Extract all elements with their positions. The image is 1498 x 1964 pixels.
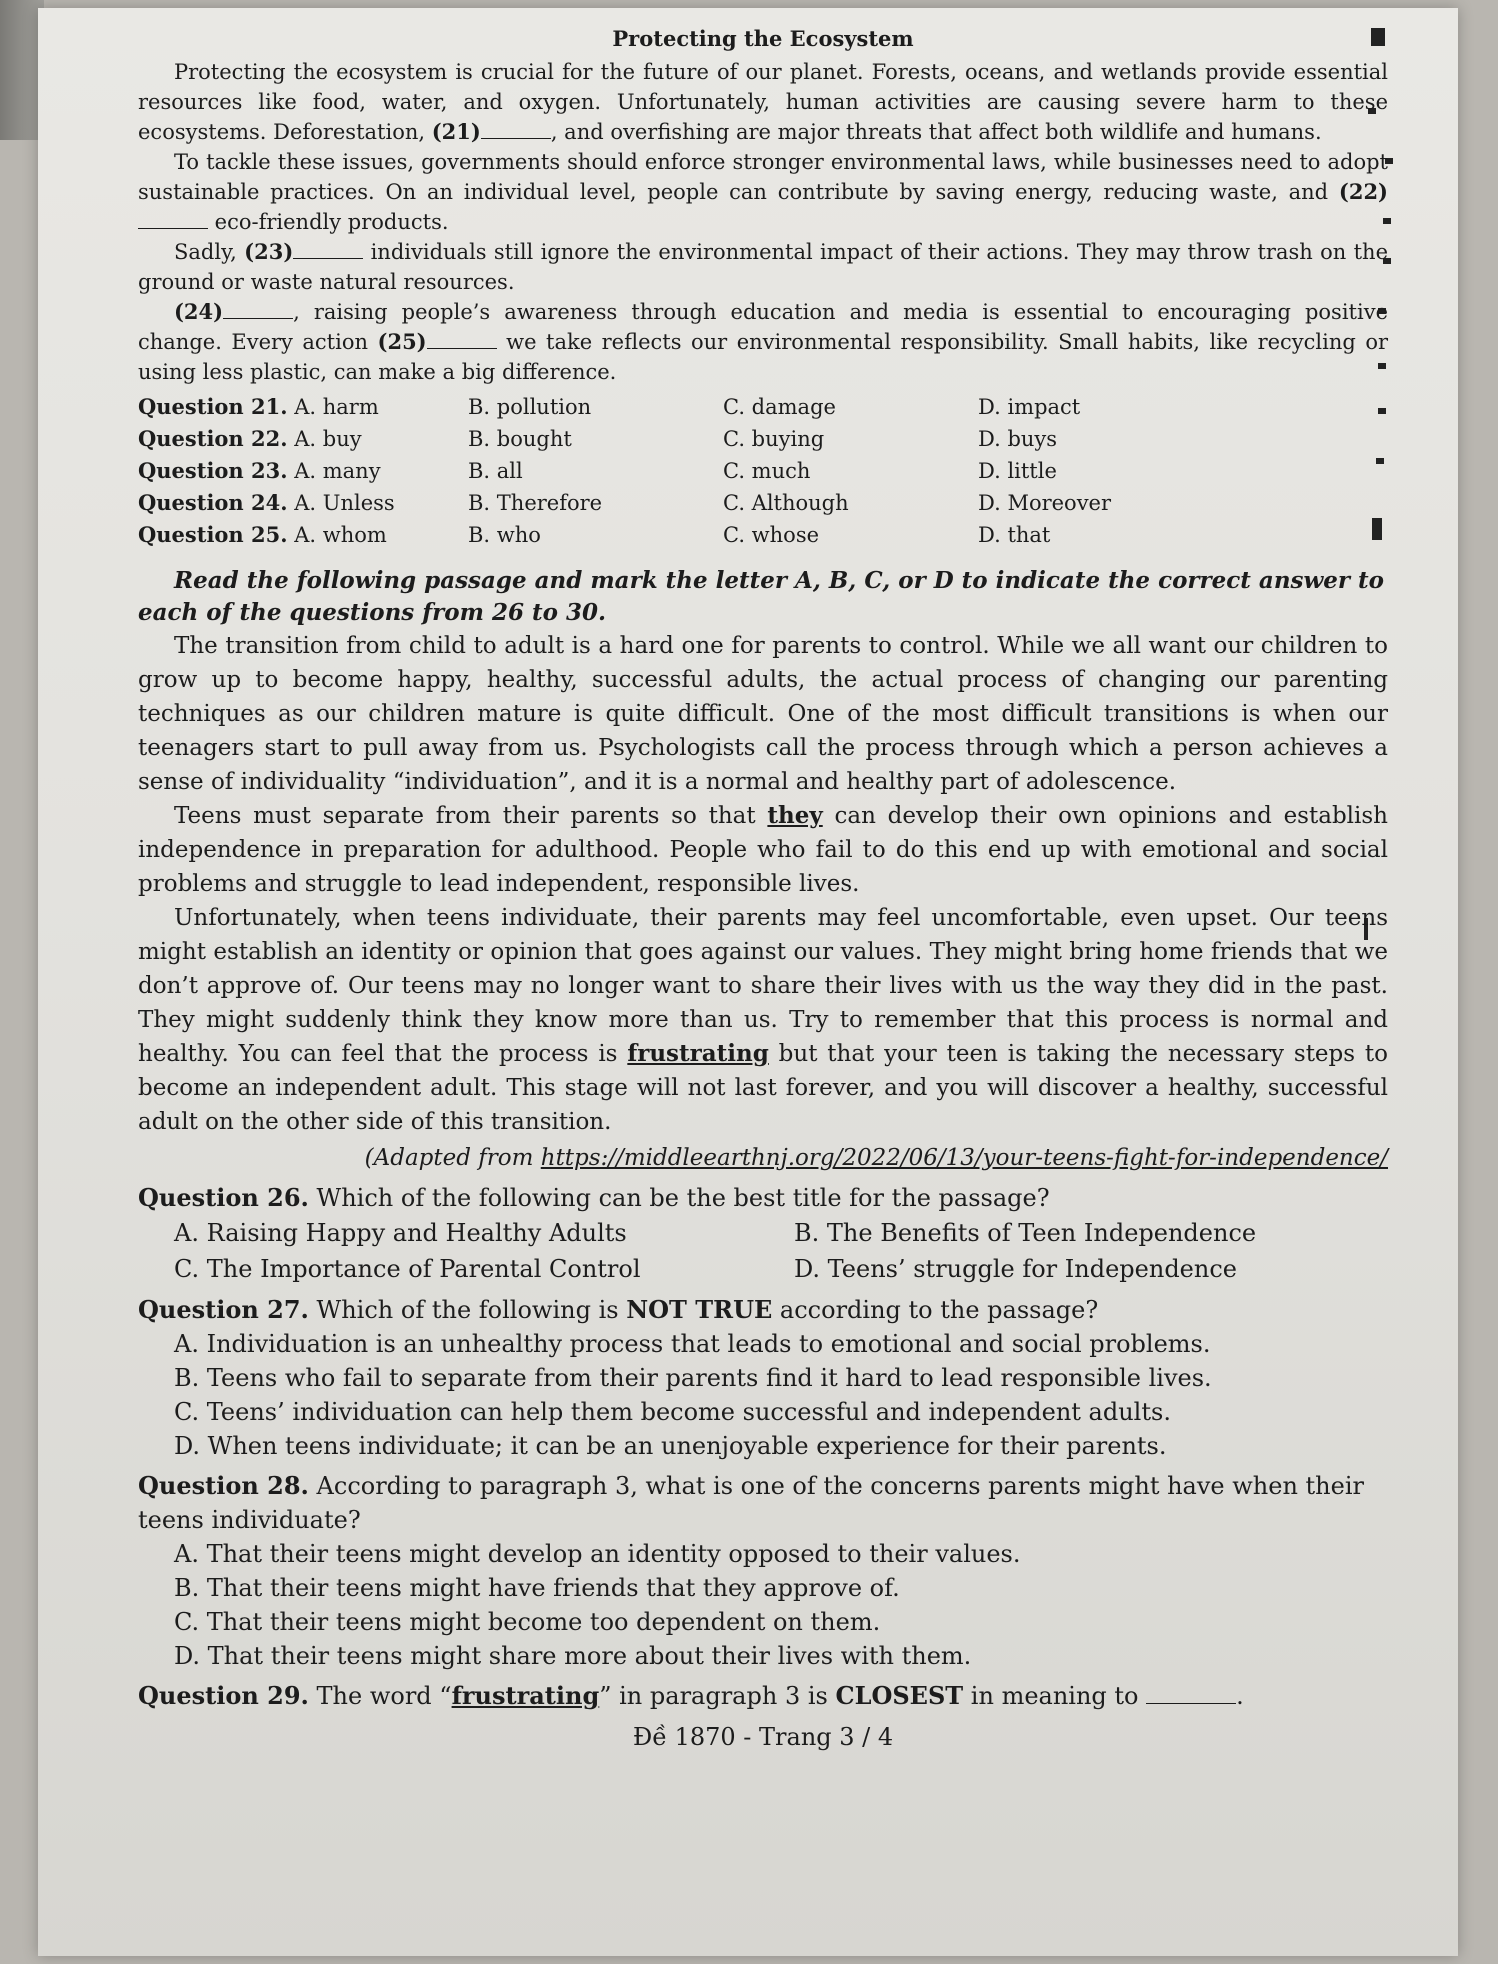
blank-24[interactable] xyxy=(223,297,293,319)
cloze-paragraph-3: Sadly, (23) individuals still ignore the environmental impact of their actions. They may throw trash on the ground or waste natural resources. xyxy=(138,239,1388,294)
option-27-a[interactable]: A. Individuation is an unhealthy process that leads to emotional and social problems. xyxy=(174,1330,1211,1358)
blank-29[interactable] xyxy=(1146,1679,1236,1704)
option-26-b[interactable]: B. The Benefits of Teen Independence xyxy=(794,1219,1257,1247)
option-23-d[interactable]: D. little xyxy=(978,459,1057,483)
option-21-c[interactable]: C. damage xyxy=(723,395,836,419)
option-21-d[interactable]: D. impact xyxy=(978,395,1081,419)
question-21-row: Question 21. A. harm B. pollution C. damage D. impact xyxy=(138,391,1278,423)
reading-instruction: Read the following passage and mark the letter A, B, C, or D to indicate the correct answer to each of the questions from 26 to 30. xyxy=(138,567,1385,626)
question-25-row: Question 25. A. whom B. who C. whose D. that xyxy=(138,519,1278,551)
option-25-b[interactable]: B. who xyxy=(468,523,541,547)
option-23-b[interactable]: B. all xyxy=(468,459,523,483)
option-25-c[interactable]: C. whose xyxy=(723,523,820,547)
option-27-b[interactable]: B. Teens who fail to separate from their parents find it hard to lead responsible lives. xyxy=(174,1364,1212,1392)
option-23-a[interactable]: A. many xyxy=(294,459,381,483)
reading-passage xyxy=(138,629,1388,1139)
option-25-a[interactable]: A. whom xyxy=(294,523,387,547)
underlined-frustrating: frustrating xyxy=(627,1040,769,1067)
question-27: Question 27. Which of the following is NOT TRUE according to the passage? A. Individuation is an unhealthy process that leads to emotional and social problems. B. Teens who fail to separate from their parents find it hard to lead responsible lives. C. Teens’ individuation can help them become successful and independent adults. D. When teens individuate; it can be an unenjoyable experience for their parents. xyxy=(138,1293,1388,1463)
option-28-a[interactable]: A. That their teens might develop an identity opposed to their values. xyxy=(174,1540,1021,1568)
option-25-d[interactable]: D. that xyxy=(978,523,1051,547)
option-22-b[interactable]: B. bought xyxy=(468,427,572,451)
question-24-row: Question 24. A. Unless B. Therefore C. Although D. Moreover xyxy=(138,487,1278,519)
option-22-d[interactable]: D. buys xyxy=(978,427,1058,451)
question-22-row: Question 22. A. buy B. bought C. buying D. buys xyxy=(138,423,1278,455)
cloze-paragraph-1: Protecting the ecosystem is crucial for the future of our planet. Forests, oceans, and wetlands provide essential resources like food, water, and oxygen. Unfortunately, human activities are causing severe harm to these ecosystems. Deforestation, (21) , and overfishing are major threats that affect both wildlife and humans. xyxy=(138,60,1388,144)
option-28-c[interactable]: C. That their teens might become too dependent on them. xyxy=(174,1608,881,1636)
source-link[interactable]: https://middleearthnj.org/2022/06/13/your-teens-fight-for-independence/ xyxy=(540,1145,1388,1171)
exam-content xyxy=(138,26,1388,1751)
passage-title: Protecting the Ecosystem xyxy=(612,26,914,51)
option-21-b[interactable]: B. pollution xyxy=(468,395,592,419)
option-22-c[interactable]: C. buying xyxy=(723,427,825,451)
cloze-section xyxy=(138,26,1388,551)
question-29: Question 29. The word “frustrating” in paragraph 3 is CLOSEST in meaning to . xyxy=(138,1681,1244,1710)
option-22-a[interactable]: A. buy xyxy=(294,427,362,451)
option-27-c[interactable]: C. Teens’ individuation can help them become successful and independent adults. xyxy=(174,1398,1171,1426)
option-24-b[interactable]: B. Therefore xyxy=(468,491,603,515)
option-24-a[interactable]: A. Unless xyxy=(294,491,395,515)
option-23-c[interactable]: C. much xyxy=(723,459,811,483)
blank-23[interactable] xyxy=(293,237,363,259)
option-26-a[interactable]: A. Raising Happy and Healthy Adults xyxy=(174,1219,627,1247)
option-24-d[interactable]: D. Moreover xyxy=(978,491,1112,515)
cloze-options-table xyxy=(138,391,1278,551)
question-26: Question 26. Which of the following can be the best title for the passage? A. Raising Happy and Healthy Adults B. The Benefits of Teen Independence C. The Importance of Parental Control D. Teens’ struggle for Independence xyxy=(138,1181,1388,1287)
cloze-paragraph-2: To tackle these issues, governments should enforce stronger environmental laws, while businesses need to adopt sustainable practices. On an individual level, people can contribute by saving energy, reducing waste, and (22) eco-friendly products. xyxy=(138,150,1388,234)
option-27-d[interactable]: D. When teens individuate; it can be an unenjoyable experience for their parents. xyxy=(174,1432,1167,1460)
blank-25[interactable] xyxy=(427,327,497,349)
source-citation: (Adapted from https://middleearthnj.org/2022/06/13/your-teens-fight-for-independence/ xyxy=(364,1145,1388,1171)
option-24-c[interactable]: C. Although xyxy=(723,491,849,515)
question-28: Question 28. According to paragraph 3, what is one of the concerns parents might have when their teens individuate? A. That their teens might develop an identity opposed to their values. B. That their teens might have friends that they approve of. C. That their teens might become too dependent on them. D. That their teens might share more about their lives with them. xyxy=(138,1469,1388,1673)
option-26-d[interactable]: D. Teens’ struggle for Independence xyxy=(794,1255,1237,1283)
option-26-c[interactable]: C. The Importance of Parental Control xyxy=(174,1255,641,1283)
exam-page xyxy=(38,8,1458,1956)
page-footer: Đề 1870 - Trang 3 / 4 xyxy=(632,1723,894,1751)
reading-paragraph-3: Unfortunately, when teens individuate, their parents may feel uncomfortable, even upset. Our teens might establish an identity or opinion that goes against our values. They might bring home friends that we don’t approve of. Our teens may no longer want to share their lives with us the way they did in the past. They might suddenly think they know more than us. Try to remember that this process is normal and healthy. You can feel that the process is frustrating but that your teen is taking the necessary steps to become an independent adult. This stage will not last forever, and you will discover a healthy, successful adult on the other side of this transition. xyxy=(138,905,1388,1135)
reading-paragraph-1: The transition from child to adult is a hard one for parents to control. While we all want our children to grow up to become happy, healthy, successful adults, the actual process of changing our parenting techniques as our children mature is quite difficult. One of the most difficult transitions is when our teenagers start to pull away from us. Psychologists call the process through which a person achieves a sense of individuality “individuation”, and it is a normal and healthy part of adolescence. xyxy=(138,633,1388,795)
option-28-b[interactable]: B. That their teens might have friends that they approve of. xyxy=(174,1574,900,1602)
option-21-a[interactable]: A. harm xyxy=(294,395,379,419)
option-28-d[interactable]: D. That their teens might share more about their lives with them. xyxy=(174,1642,972,1670)
cloze-paragraph-4: (24) , raising people’s awareness through education and media is essential to encouraging positive change. Every action (25) we take reflects our environmental responsibility. Small habits, like recycling or using less plastic, can make a big difference. xyxy=(138,299,1389,384)
question-23-row: Question 23. A. many B. all C. much D. little xyxy=(138,455,1278,487)
blank-22[interactable] xyxy=(138,207,208,229)
underlined-they: they xyxy=(767,802,823,829)
reading-paragraph-2: Teens must separate from their parents so that they can develop their own opinions and establish independence in preparation for adulthood. People who fail to do this end up with emotional and social problems and struggle to lead independent, responsible lives. xyxy=(138,802,1388,897)
blank-21[interactable] xyxy=(481,117,551,139)
